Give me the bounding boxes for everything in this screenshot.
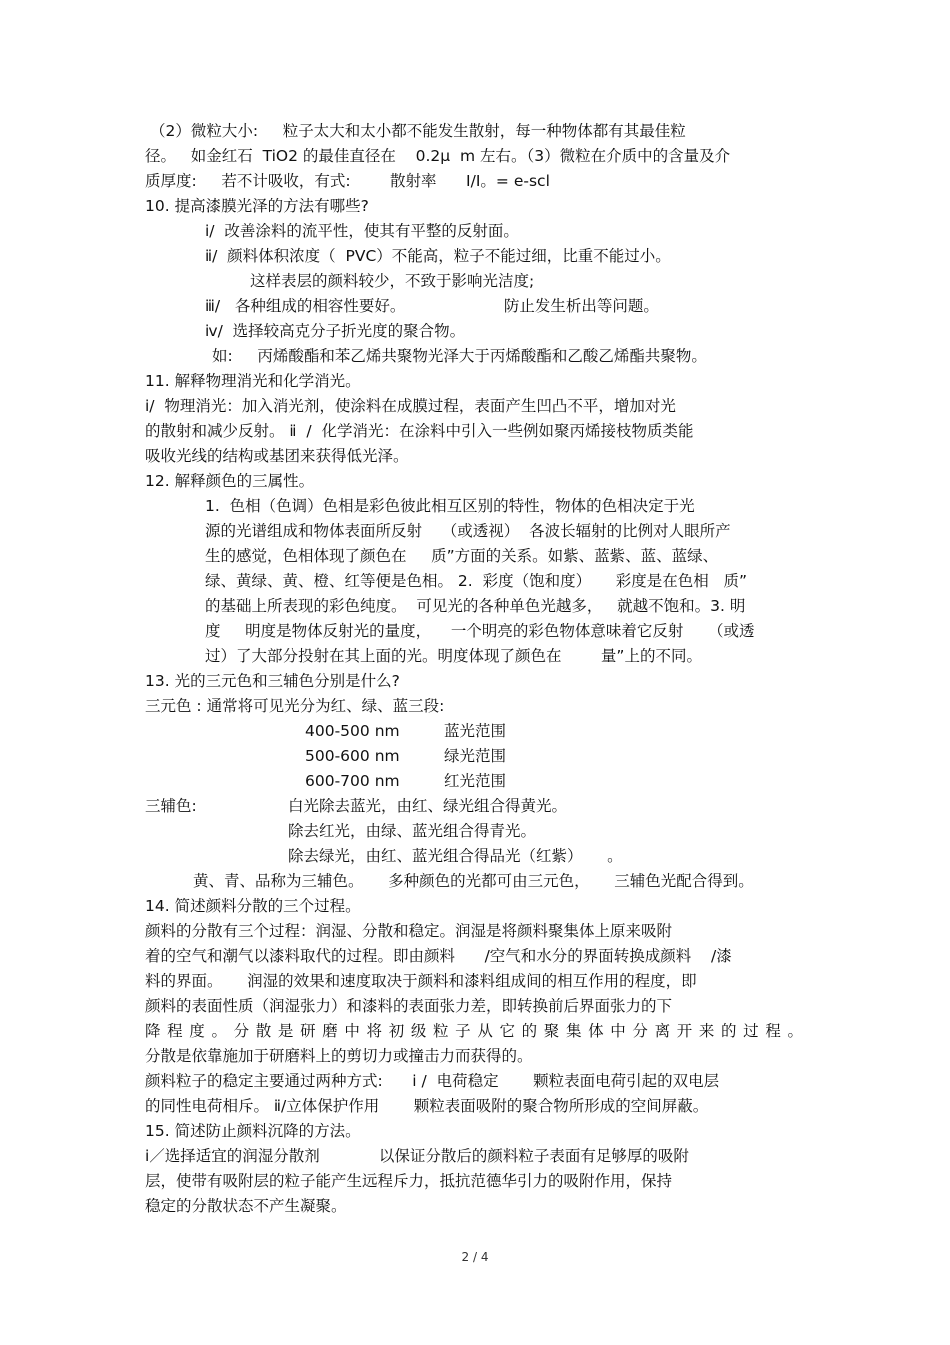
text-line: 着的空气和潮气以漆料取代的过程。即由颜料 /空气和水分的界面转换成颜料 /漆 xyxy=(145,947,732,965)
text-line: 三辅色: xyxy=(145,797,197,815)
text-line: 稳定的分散状态不产生凝聚。 xyxy=(145,1197,347,1215)
text-line: 除去绿光，由红、蓝光组合得品光（红紫） 。 xyxy=(288,847,623,865)
text-line: 除去红光，由绿、蓝光组合得青光。 xyxy=(288,822,537,840)
section-heading: 15. 简述防止颜料沉降的方法。 xyxy=(145,1122,361,1140)
text-line: 质厚度: 若不计吸收，有式: 散射率 I/I。= e-scl xyxy=(145,172,550,190)
text-line: 绿、黄绿、黄、橙、红等便是色相。 2. 彩度（饱和度） 彩度是在色相 质” xyxy=(205,572,748,590)
text-line: ⅱ/ 颜料体积浓度（ PVC）不能高，粒子不能过细，比重不能过小。 xyxy=(205,247,671,265)
text-line: ⅰ／选择适宜的润湿分散剂 以保证分散后的颜料粒子表面有足够厚的吸附 xyxy=(145,1147,689,1165)
section-heading: 14. 简述颜料分散的三个过程。 xyxy=(145,897,361,915)
text-line: 径。 如金红石 TiO2 的最佳直径在 0.2μ m 左右。（3）微粒在介质中的含量及介 xyxy=(145,147,731,165)
text-line: 分散是依靠施加于研磨料上的剪切力或撞击力而获得的。 xyxy=(145,1047,533,1065)
text-line: 的基础上所表现的彩色纯度。 可见光的各种单色光越多， 就越不饱和。3. 明 xyxy=(205,597,746,615)
page-number: 2 / 4 xyxy=(461,1250,489,1264)
text-line: （2）微粒大小: 粒子太大和太小都不能发生散射，每一种物体都有其最佳粒 xyxy=(150,122,686,140)
text-line: 颜料的分散有三个过程：润湿、分散和稳定。润湿是将颜料聚集体上原来吸附 xyxy=(145,922,673,940)
text-line: 度 明度是物体反射光的量度， 一个明亮的彩色物体意味着它反射 （或透 xyxy=(205,622,755,640)
text-line: 吸收光线的结构或基团来获得低光泽。 xyxy=(145,447,409,465)
section-heading: 13. 光的三元色和三辅色分别是什么? xyxy=(145,672,400,690)
text-line: 这样表层的颜料较少，不致于影响光洁度; xyxy=(250,272,535,290)
text-line: 的同性电荷相斥。 ⅱ/立体保护作用 颗粒表面吸附的聚合物所形成的空间屏蔽。 xyxy=(145,1097,709,1115)
text-line: ⅳ/ 选择较高克分子折光度的聚合物。 xyxy=(205,322,466,340)
section-heading: 10. 提高漆膜光泽的方法有哪些? xyxy=(145,197,369,215)
wavelength-row: 600-700 nm 红光范围 xyxy=(305,772,506,790)
wavelength-row: 500-600 nm 绿光范围 xyxy=(305,747,506,765)
text-line: 三元色 : 通常将可见光分为红、绿、蓝三段: xyxy=(145,697,445,715)
text-line: 过）了大部分投射在其上面的光。明度体现了颜色在 量”上的不同。 xyxy=(205,647,702,665)
text-line: 黄、青、品称为三辅色。 多种颜色的光都可由三元色， 三辅色光配合得到。 xyxy=(193,872,754,890)
text-line: 层，使带有吸附层的粒子能产生远程斥力，抵抗范德华引力的吸附作用，保持 xyxy=(145,1172,673,1190)
text-line: 白光除去蓝光，由红、绿光组合得黄光。 xyxy=(288,797,568,815)
text-line: ⅲ/ 各种组成的相容性要好。 防止发生析出等问题。 xyxy=(205,297,659,315)
text-line: 的散射和减少反射。 ⅱ / 化学消光：在涂料中引入一些例如聚丙烯接枝物质类能 xyxy=(145,422,694,440)
text-line: 颜料的表面性质（润湿张力）和漆料的表面张力差，即转换前后界面张力的下 xyxy=(145,997,673,1015)
text-line: 源的光谱组成和物体表面所反射 （或透视） 各波长辐射的比例对人眼所产 xyxy=(205,522,731,540)
text-line: ⅰ/ 物理消光：加入消光剂，使涂料在成膜过程，表面产生凹凸不平，增加对光 xyxy=(145,397,676,415)
text-line: 1. 色相（色调）色相是彩色彼此相互区别的特性，物体的色相决定于光 xyxy=(205,497,695,515)
wavelength-row: 400-500 nm 蓝光范围 xyxy=(305,722,506,740)
text-line: 降 程 度 。 分 散 是 研 磨 中 将 初 级 粒 子 从 它 的 聚 集 体 中 分 离 开 来 的 过 程 。 xyxy=(145,1022,803,1040)
text-line: 料的界面。 润湿的效果和速度取决于颜料和漆料组成间的相互作用的程度，即 xyxy=(145,972,697,990)
text-line: 生的感觉，色相体现了颜色在 质”方面的关系。如紫、蓝紫、蓝、蓝绿、 xyxy=(205,547,719,565)
text-line: 颜料粒子的稳定主要通过两种方式: ⅰ / 电荷稳定 颗粒表面电荷引起的双电层 xyxy=(145,1072,720,1090)
text-line: ⅰ/ 改善涂料的流平性，使其有平整的反射面。 xyxy=(205,222,519,240)
text-line: 如: 丙烯酸酯和苯乙烯共聚物光泽大于丙烯酸酯和乙酸乙烯酯共聚物。 xyxy=(212,347,707,365)
section-heading: 12. 解释颜色的三属性。 xyxy=(145,472,315,490)
section-heading: 11. 解释物理消光和化学消光。 xyxy=(145,372,361,390)
